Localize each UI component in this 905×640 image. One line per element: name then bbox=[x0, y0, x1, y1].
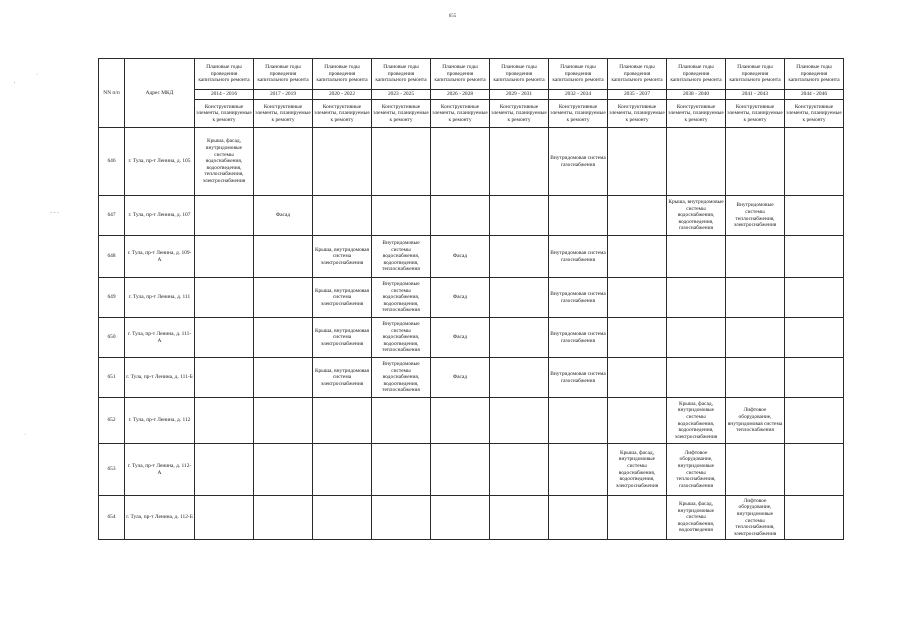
table-row bbox=[99, 444, 844, 496]
repair-elements-cell: Крыша, внутридомовая система электроснабжения bbox=[313, 236, 372, 278]
row-address: г. Тула, пр-т Ленина, д. 107 bbox=[125, 196, 195, 236]
header-period-range: 2023 - 2025 bbox=[372, 90, 431, 100]
repair-elements-cell: Фасад bbox=[431, 358, 490, 398]
table-row bbox=[99, 196, 844, 236]
repair-elements-cell bbox=[785, 358, 844, 398]
repair-elements-cell: Внутридомовая система газоснабжения bbox=[549, 128, 608, 196]
repair-elements-cell: Внутридомовая система газоснабжения bbox=[549, 318, 608, 358]
repair-elements-cell bbox=[254, 358, 313, 398]
repair-elements-cell bbox=[490, 318, 549, 358]
repair-elements-cell bbox=[785, 318, 844, 358]
header-period-range: 2035 - 2037 bbox=[608, 90, 667, 100]
repair-elements-cell bbox=[313, 444, 372, 496]
repair-elements-cell bbox=[726, 236, 785, 278]
header-period-range: 2044 - 2046 bbox=[785, 90, 844, 100]
header-structural-elements: Конструктивные элементы, планируемые к ремонту bbox=[254, 100, 313, 128]
header-period-range: 2032 - 2034 bbox=[549, 90, 608, 100]
repair-elements-cell bbox=[726, 128, 785, 196]
row-address: г. Тула, пр-т Ленина, д. 112-Б bbox=[125, 496, 195, 540]
scan-speck: · bbox=[36, 72, 38, 78]
header-structural-elements: Конструктивные элементы, планируемые к ремонту bbox=[195, 100, 254, 128]
row-number: 646 bbox=[99, 128, 125, 196]
header-period-range: 2038 - 2040 bbox=[667, 90, 726, 100]
repair-elements-cell bbox=[372, 196, 431, 236]
header-period-range: 2014 - 2016 bbox=[195, 90, 254, 100]
header-planned-years: Плановые годы проведения капитального ремонта bbox=[608, 59, 667, 90]
repair-elements-cell bbox=[785, 444, 844, 496]
repair-elements-cell bbox=[195, 398, 254, 444]
repair-elements-cell: Внутридомовая система газоснабжения bbox=[549, 358, 608, 398]
repair-elements-cell bbox=[431, 496, 490, 540]
repair-elements-cell: Внутридомовые системы водоснабжения, водоотведения, теплоснабжения bbox=[372, 358, 431, 398]
repair-elements-cell bbox=[608, 318, 667, 358]
repair-elements-cell bbox=[549, 398, 608, 444]
repair-elements-cell: Фасад bbox=[431, 318, 490, 358]
scan-speck: ' bbox=[14, 82, 16, 88]
table-row bbox=[99, 128, 844, 196]
header-structural-elements: Конструктивные элементы, планируемые к ремонту bbox=[372, 100, 431, 128]
repair-elements-cell: Крыша, внутридомовая система электроснабжения bbox=[313, 318, 372, 358]
repair-elements-cell bbox=[549, 444, 608, 496]
repair-elements-cell bbox=[254, 128, 313, 196]
header-structural-elements: Конструктивные элементы, планируемые к ремонту bbox=[313, 100, 372, 128]
repair-elements-cell bbox=[431, 128, 490, 196]
row-address: г. Тула, пр-т Ленина, д. 111-А bbox=[125, 318, 195, 358]
row-address: г. Тула, пр-т Ленина, д. 105 bbox=[125, 128, 195, 196]
repair-elements-cell bbox=[195, 444, 254, 496]
repair-elements-cell bbox=[372, 444, 431, 496]
repair-elements-cell bbox=[254, 318, 313, 358]
repair-elements-cell bbox=[372, 398, 431, 444]
table-row bbox=[99, 496, 844, 540]
repair-elements-cell: Лифтовое оборудование, внутридомовая система теплоснабжения bbox=[726, 398, 785, 444]
repair-elements-cell: Внутридомовая система газоснабжения bbox=[549, 278, 608, 318]
repair-elements-cell bbox=[785, 278, 844, 318]
repair-elements-cell bbox=[726, 358, 785, 398]
repair-elements-cell: Внутридомовые системы водоснабжения, водоотведения, теплоснабжения bbox=[372, 236, 431, 278]
table-row bbox=[99, 358, 844, 398]
repair-elements-cell: Крыша, внутридомовая система электроснабжения bbox=[313, 278, 372, 318]
table-row bbox=[99, 236, 844, 278]
repair-elements-cell: Крыша, фасад, внутридомовые системы водоснабжения, водоотведения, электроснабжения bbox=[667, 398, 726, 444]
repair-elements-cell bbox=[549, 196, 608, 236]
repair-elements-cell bbox=[667, 236, 726, 278]
repair-elements-cell bbox=[785, 398, 844, 444]
repair-elements-cell: Фасад bbox=[431, 236, 490, 278]
repair-elements-cell bbox=[549, 496, 608, 540]
repair-elements-cell bbox=[726, 278, 785, 318]
row-number: 652 bbox=[99, 398, 125, 444]
repair-elements-cell bbox=[254, 444, 313, 496]
repair-elements-cell bbox=[667, 318, 726, 358]
repair-elements-cell bbox=[313, 496, 372, 540]
header-period-range: 2017 - 2019 bbox=[254, 90, 313, 100]
repair-elements-cell: Внутридомовые системы водоснабжения, водоотведения, теплоснабжения bbox=[372, 318, 431, 358]
repair-elements-cell bbox=[490, 196, 549, 236]
repair-elements-cell bbox=[195, 278, 254, 318]
repair-elements-cell bbox=[195, 318, 254, 358]
header-structural-elements: Конструктивные элементы, планируемые к ремонту bbox=[549, 100, 608, 128]
repair-elements-cell: Крыша, фасад, внутридомовые системы водоснабжения, водоотведения, теплоснабжения, электроснабжения bbox=[195, 128, 254, 196]
repair-elements-cell bbox=[254, 496, 313, 540]
repair-elements-cell bbox=[490, 358, 549, 398]
page-number: 655 bbox=[448, 14, 457, 19]
repair-elements-cell: Крыша, фасад, внутридомовые системы водоснабжения, водоотведения, электроснабжения bbox=[608, 444, 667, 496]
repair-elements-cell bbox=[195, 496, 254, 540]
repair-elements-cell bbox=[726, 318, 785, 358]
row-address: г. Тула, пр-т Ленина, д. 111-Б bbox=[125, 358, 195, 398]
repair-elements-cell bbox=[254, 398, 313, 444]
header-period-range: 2026 - 2028 bbox=[431, 90, 490, 100]
repair-elements-cell bbox=[608, 278, 667, 318]
repair-elements-cell: Фасад bbox=[254, 196, 313, 236]
row-number: 651 bbox=[99, 358, 125, 398]
repair-elements-cell bbox=[195, 196, 254, 236]
header-structural-elements: Конструктивные элементы, планируемые к ремонту bbox=[785, 100, 844, 128]
repair-elements-cell bbox=[608, 358, 667, 398]
repair-elements-cell bbox=[254, 236, 313, 278]
repair-elements-cell bbox=[608, 128, 667, 196]
repair-elements-cell bbox=[490, 128, 549, 196]
row-address: г. Тула, пр-т Ленина, д. 111 bbox=[125, 278, 195, 318]
capital-repair-schedule-table bbox=[98, 58, 844, 540]
repair-elements-cell bbox=[785, 196, 844, 236]
repair-elements-cell bbox=[608, 398, 667, 444]
row-number: 649 bbox=[99, 278, 125, 318]
repair-elements-cell bbox=[490, 496, 549, 540]
header-period-range: 2020 - 2022 bbox=[313, 90, 372, 100]
repair-elements-cell bbox=[313, 398, 372, 444]
header-period-range: 2029 - 2031 bbox=[490, 90, 549, 100]
header-planned-years: Плановые годы проведения капитального ремонта bbox=[372, 59, 431, 90]
header-planned-years: Плановые годы проведения капитального ремонта bbox=[726, 59, 785, 90]
repair-elements-cell: Крыша, фасад, внутридомовые системы водоснабжения, водоотведения bbox=[667, 496, 726, 540]
repair-elements-cell bbox=[254, 278, 313, 318]
repair-elements-cell bbox=[667, 358, 726, 398]
row-number: 648 bbox=[99, 236, 125, 278]
header-planned-years: Плановые годы проведения капитального ремонта bbox=[667, 59, 726, 90]
row-number: 647 bbox=[99, 196, 125, 236]
repair-elements-cell bbox=[431, 196, 490, 236]
header-planned-years: Плановые годы проведения капитального ремонта bbox=[313, 59, 372, 90]
table-row bbox=[99, 278, 844, 318]
header-planned-years: Плановые годы проведения капитального ремонта bbox=[254, 59, 313, 90]
repair-elements-cell bbox=[667, 278, 726, 318]
repair-elements-cell bbox=[490, 278, 549, 318]
repair-elements-cell bbox=[195, 358, 254, 398]
header-structural-elements: Конструктивные элементы, планируемые к ремонту bbox=[608, 100, 667, 128]
header-number: NN п/п bbox=[99, 59, 125, 128]
repair-elements-cell bbox=[490, 444, 549, 496]
repair-elements-cell bbox=[785, 128, 844, 196]
scan-speck: · bbox=[24, 432, 26, 438]
repair-elements-cell: Крыша, внутридомовая система электроснабжения bbox=[313, 358, 372, 398]
table-row bbox=[99, 318, 844, 358]
repair-elements-cell: Лифтовое оборудование, внутридомовые системы теплоснабжения, газоснабжения bbox=[667, 444, 726, 496]
repair-elements-cell bbox=[431, 444, 490, 496]
header-planned-years: Плановые годы проведения капитального ремонта bbox=[549, 59, 608, 90]
row-address: г. Тула, пр-т Ленина, д. 112 bbox=[125, 398, 195, 444]
header-structural-elements: Конструктивные элементы, планируемые к ремонту bbox=[726, 100, 785, 128]
repair-elements-cell: Крыша, внутридомовые системы водоснабжения, водоотведения, газоснабжения bbox=[667, 196, 726, 236]
header-planned-years: Плановые годы проведения капитального ремонта bbox=[195, 59, 254, 90]
header-period-range: 2041 - 2043 bbox=[726, 90, 785, 100]
repair-elements-cell bbox=[313, 128, 372, 196]
repair-elements-cell bbox=[313, 196, 372, 236]
header-structural-elements: Конструктивные элементы, планируемые к ремонту bbox=[667, 100, 726, 128]
repair-elements-cell: Внутридомовые системы водоснабжения, водоотведения, теплоснабжения bbox=[372, 278, 431, 318]
repair-elements-cell bbox=[608, 196, 667, 236]
repair-elements-cell bbox=[431, 398, 490, 444]
row-number: 654 bbox=[99, 496, 125, 540]
header-address: Адрес МКД bbox=[125, 59, 195, 128]
repair-elements-cell bbox=[372, 128, 431, 196]
header-planned-years: Плановые годы проведения капитального ремонта bbox=[785, 59, 844, 90]
repair-elements-cell bbox=[608, 236, 667, 278]
repair-elements-cell: Фасад bbox=[431, 278, 490, 318]
repair-elements-cell bbox=[726, 444, 785, 496]
header-structural-elements: Конструктивные элементы, планируемые к ремонту bbox=[431, 100, 490, 128]
table-row bbox=[99, 398, 844, 444]
repair-elements-cell: Внутридомовые системы теплоснабжения, электроснабжения bbox=[726, 196, 785, 236]
header-structural-elements: Конструктивные элементы, планируемые к ремонту bbox=[490, 100, 549, 128]
repair-elements-cell bbox=[667, 128, 726, 196]
repair-elements-cell bbox=[608, 496, 667, 540]
row-number: 653 bbox=[99, 444, 125, 496]
row-address: г. Тула, пр-т Ленина, д. 109-А bbox=[125, 236, 195, 278]
repair-elements-cell bbox=[490, 236, 549, 278]
scan-speck: - - - bbox=[50, 210, 59, 216]
row-address: г. Тула, пр-т Ленина, д. 112-А bbox=[125, 444, 195, 496]
repair-elements-cell bbox=[785, 496, 844, 540]
repair-elements-cell: Лифтовое оборудование, внутридомовые системы теплоснабжения, электроснабжения bbox=[726, 496, 785, 540]
repair-elements-cell bbox=[372, 496, 431, 540]
repair-elements-cell: Внутридомовая система газоснабжения bbox=[549, 236, 608, 278]
repair-elements-cell bbox=[785, 236, 844, 278]
header-planned-years: Плановые годы проведения капитального ремонта bbox=[490, 59, 549, 90]
repair-elements-cell bbox=[490, 398, 549, 444]
repair-elements-cell bbox=[195, 236, 254, 278]
header-planned-years: Плановые годы проведения капитального ремонта bbox=[431, 59, 490, 90]
row-number: 650 bbox=[99, 318, 125, 358]
